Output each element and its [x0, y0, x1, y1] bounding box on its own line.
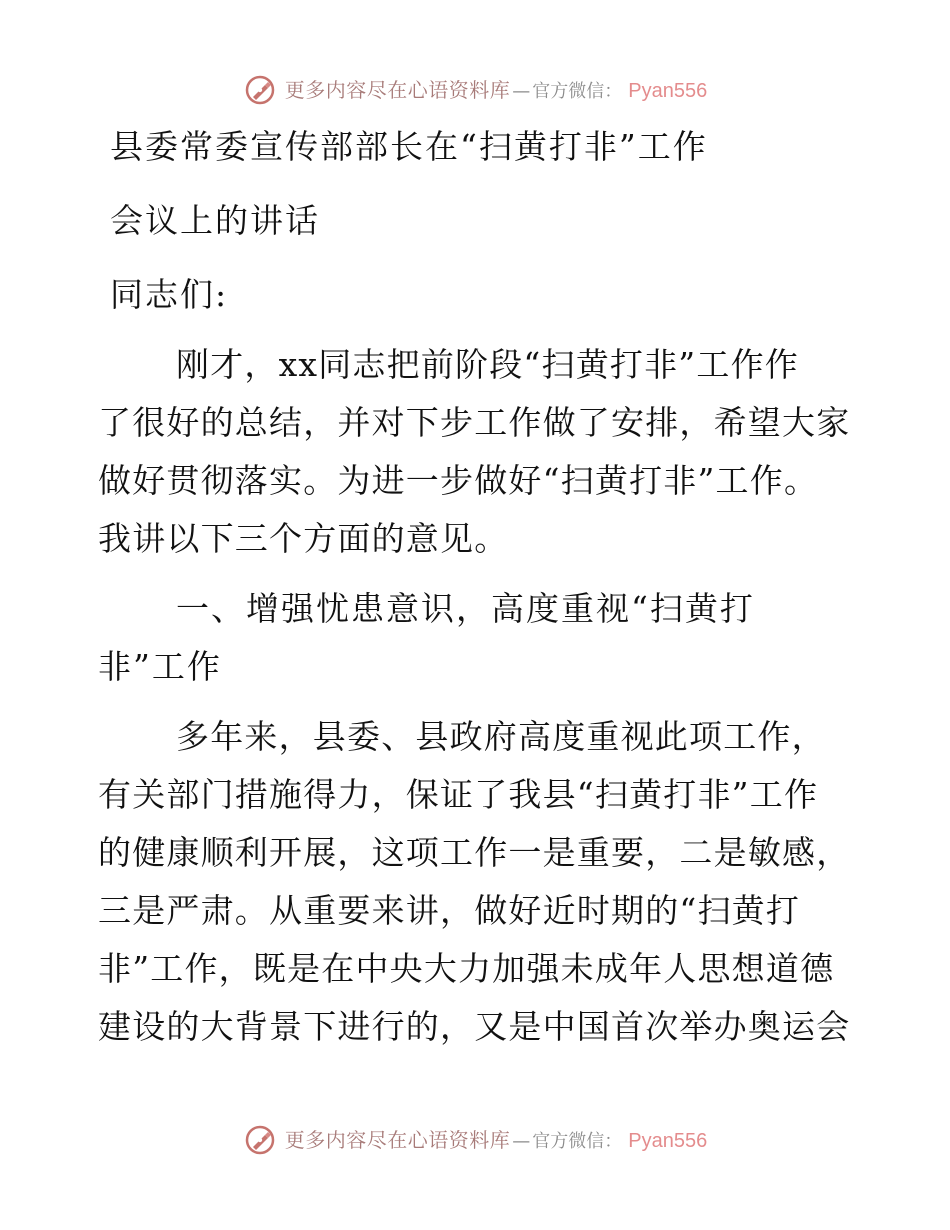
- paragraph-1: 刚才，xx同志把前阶段“扫黄打非”工作作 了很好的总结，并对下步工作做了安排，希望大家 做好贯彻落实。为进一步做好“扫黄打非”工作。 我讲以下三个方面的意见。: [98, 345, 851, 558]
- watermark-main-text: 更多内容尽在心语资料库: [284, 1127, 511, 1152]
- salutation: 同志们:: [110, 275, 229, 314]
- document-subtitle: 会议上的讲话: [110, 201, 320, 240]
- paragraph-2: 多年来，县委、县政府高度重视此项工作， 有关部门措施得力，保证了我县“扫黄打非”工作 的健康顺利开展，这项工作一是重要，二是敏感， 三是严肃。从重要来讲，做好近时期的“扫黄打 非”工作，既是在中央大力加强未成年人思想道德 建设的大背景下进行的，又是中国首次举办奥运会: [98, 717, 851, 1046]
- watermark-account: Pyan556: [628, 79, 708, 102]
- watermark-main-text: 更多内容尽在心语资料库: [284, 77, 511, 102]
- header-watermark-banner: [0, 70, 950, 110]
- document-title: 县委常委宣传部部长在“扫黄打非”工作: [110, 127, 708, 166]
- watermark-wechat-label: 官方微信：: [532, 1130, 623, 1152]
- watermark-separator: —: [512, 1130, 531, 1152]
- watermark-separator: —: [512, 80, 531, 102]
- footer-watermark-banner: [0, 1120, 950, 1160]
- watermark-text: [284, 77, 708, 102]
- pen-in-circle-logo-icon: [243, 73, 277, 107]
- watermark-wechat-label: 官方微信：: [532, 80, 623, 102]
- document-body: [98, 118, 858, 1056]
- section-heading-1: 一、增强忧患意识，高度重视“扫黄打 非”工作: [98, 589, 755, 686]
- pen-in-circle-logo-icon: [243, 1123, 277, 1157]
- watermark-text: [284, 1127, 708, 1152]
- watermark-account: Pyan556: [628, 1129, 708, 1152]
